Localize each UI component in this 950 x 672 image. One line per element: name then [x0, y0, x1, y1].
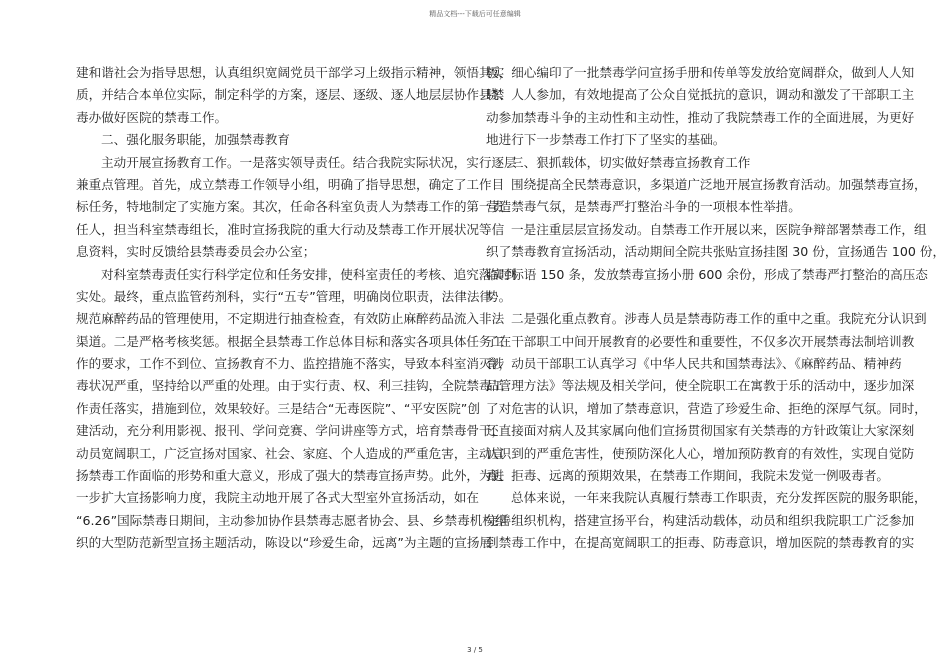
text-line: “6.26”国际禁毒日期间，主动参加协作县禁毒志愿者协会、县、乡禁毒机构组	[76, 512, 508, 528]
text-line: 建和谐社会为指导思想，认真组织宽阔党员干部学习上级指示精神，领悟其实	[76, 65, 505, 80]
text-line: 作责任落实，措施到位，效果较好。三是结合“无毒医院”、“平安医院”创	[76, 400, 480, 416]
text-line: 动员宽阔职工，广泛宣扬对国家、社会、家庭、个人造成的严重危害，主动宣	[76, 445, 505, 461]
text-line: 完善组织机构，搭建宣扬平台，构建活动载体，动员和组织我院职工广泛参加	[486, 512, 915, 528]
left-text-column	[76, 62, 517, 555]
text-line: 动参加禁毒斗争的主动性和主动性，推动了我院禁毒工作的全面进展，为更好	[486, 109, 915, 125]
text-line: 任人，担当科室禁毒组长，准时宣扬我院的重大行动及禁毒工作开展状况等信	[76, 221, 505, 237]
right-text-column	[486, 62, 946, 555]
text-line: 规范麻醉药品的管理使用，不定期进行抽查检查，有效防止麻醉药品流入非法	[76, 311, 505, 327]
text-line: 势。	[486, 288, 512, 304]
text-line: 还直接面对病人及其家属向他们宣扬贯彻国家有关禁毒的方针政策让大家深刻	[486, 423, 915, 439]
text-line: 毒、拒毒、远离的预期效果，在禁毒工作期间，我院未发觉一例吸毒者。	[486, 468, 889, 484]
text-line: 兼重点管理。首先，成立禁毒工作领导小组，明确了指导思想，确定了工作目	[76, 176, 505, 192]
page-header-note: 精品文档---下载后可任意编辑	[429, 10, 521, 18]
text-line: 板，细心编印了一批禁毒学问宣扬手册和传单等发放给宽阔群众，做到人人知	[486, 65, 915, 80]
text-line: 质，并结合本单位实际，制定科学的方案，逐层、逐级、逐人地层层协作县禁	[76, 87, 505, 103]
text-line: 临时标语 150 条，发放禁毒宣扬小册 600 余份，形成了禁毒严打整治的高压态	[486, 266, 928, 282]
text-line: 织的大型防范新型宣扬主题活动，陈设以“珍爱生命，远离”为主题的宣扬展	[76, 535, 493, 551]
text-line: 毒状况严重，坚持给以严重的处理。由于实行责、权、利三挂钩，全院禁毒工	[76, 378, 505, 394]
text-line: 到禁毒工作中，在提高宽阔职工的拒毒、防毒意识，增加医院的禁毒教育的实	[486, 535, 915, 551]
text-line: 对科室禁毒责任实行科学定位和任务安排，使科室责任的考核、追究落实到	[101, 266, 517, 282]
text-line: 总体来说，一年来我院认真履行禁毒工作职责，充分发挥医院的服务职能，	[511, 490, 927, 506]
text-line: 一是注重层层宣扬发动。自禁毒工作开展以来，医院争辩部署禁毒工作，组	[511, 221, 927, 237]
text-line: 品管理方法》等法规及相关学问，使全院职工在寓教于乐的活动中，逐步加深	[486, 378, 915, 394]
text-line: 标任务，特地制定了实施方案。其次，任命各科室负责人为禁毒工作的第一责	[76, 199, 505, 215]
text-line: 主动开展宣扬教育工作。一是落实领导责任。结合我院实际状况，实行逐层	[101, 154, 517, 170]
text-line: 渠道。二是严格考核奖惩。根据全县禁毒工作总体目标和落实各项具体任务工	[76, 333, 505, 349]
page-number: 3 / 5	[467, 646, 483, 654]
text-line: 毒办做好医院的禁毒工作。	[76, 109, 228, 125]
text-line: 二是强化重点教育。涉毒人员是禁毒防毒工作的重中之重。我院充分认识到	[511, 311, 927, 327]
text-line: 了在干部职工中间开展教育的必要性和重要性，不仅多次开展禁毒法制培训教	[486, 333, 915, 349]
text-line: 三、狠抓载体，切实做好禁毒宣扬教育工作	[511, 154, 751, 170]
text-line: 晓、人人参加，有效地提高了公众自觉抵抗的意识，调动和激发了干部职工主	[486, 87, 915, 103]
text-line: 了对危害的认识，增加了禁毒意识，营造了珍爱生命、拒绝的深厚气氛。同时，	[486, 400, 927, 416]
text-line: 地进行下一步禁毒工作打下了坚实的基础。	[486, 132, 726, 148]
text-line: 围绕提高全民禁毒意识，多渠道广泛地开展宣扬教育活动。加强禁毒宣扬，	[511, 176, 927, 192]
text-line: 一步扩大宣扬影响力度，我院主动地开展了各式大型室外宣扬活动，如在	[76, 490, 479, 506]
text-line: 育，动员干部职工认真学习《中华人民共和国禁毒法》、《麻醉药品、精神药	[486, 356, 902, 372]
text-line: 二、强化服务职能，加强禁毒教育	[101, 132, 290, 148]
text-line: 认识到的严重危害性，使预防深化人心，增加预防教育的有效性，实现自觉防	[486, 445, 915, 461]
text-line: 建活动，充分利用影视、报刊、学问竞赛、学问讲座等方式，培育禁毒骨干，	[76, 423, 505, 439]
text-line: 织了禁毒教育宣扬活动，活动期间全院共张贴宣扬挂图 30 份，宣扬通告 100 份，	[486, 244, 946, 260]
text-line: 作的要求，工作不到位、宣扬教育不力、监控措施不落实，导致本科室消灭涉	[76, 356, 505, 372]
text-line: 息资料，实时反馈给县禁毒委员会办公室；	[76, 244, 316, 260]
text-line: 实处。最终，重点监管药剂科，实行“五专”管理，明确岗位职责，法律法律	[76, 288, 493, 304]
text-line: 营造禁毒气氛，是禁毒严打整治斗争的一项根本性举措。	[486, 199, 801, 215]
text-line: 扬禁毒工作面临的形势和重大意义，形成了强大的禁毒宣扬声势。此外，为进	[76, 468, 505, 484]
